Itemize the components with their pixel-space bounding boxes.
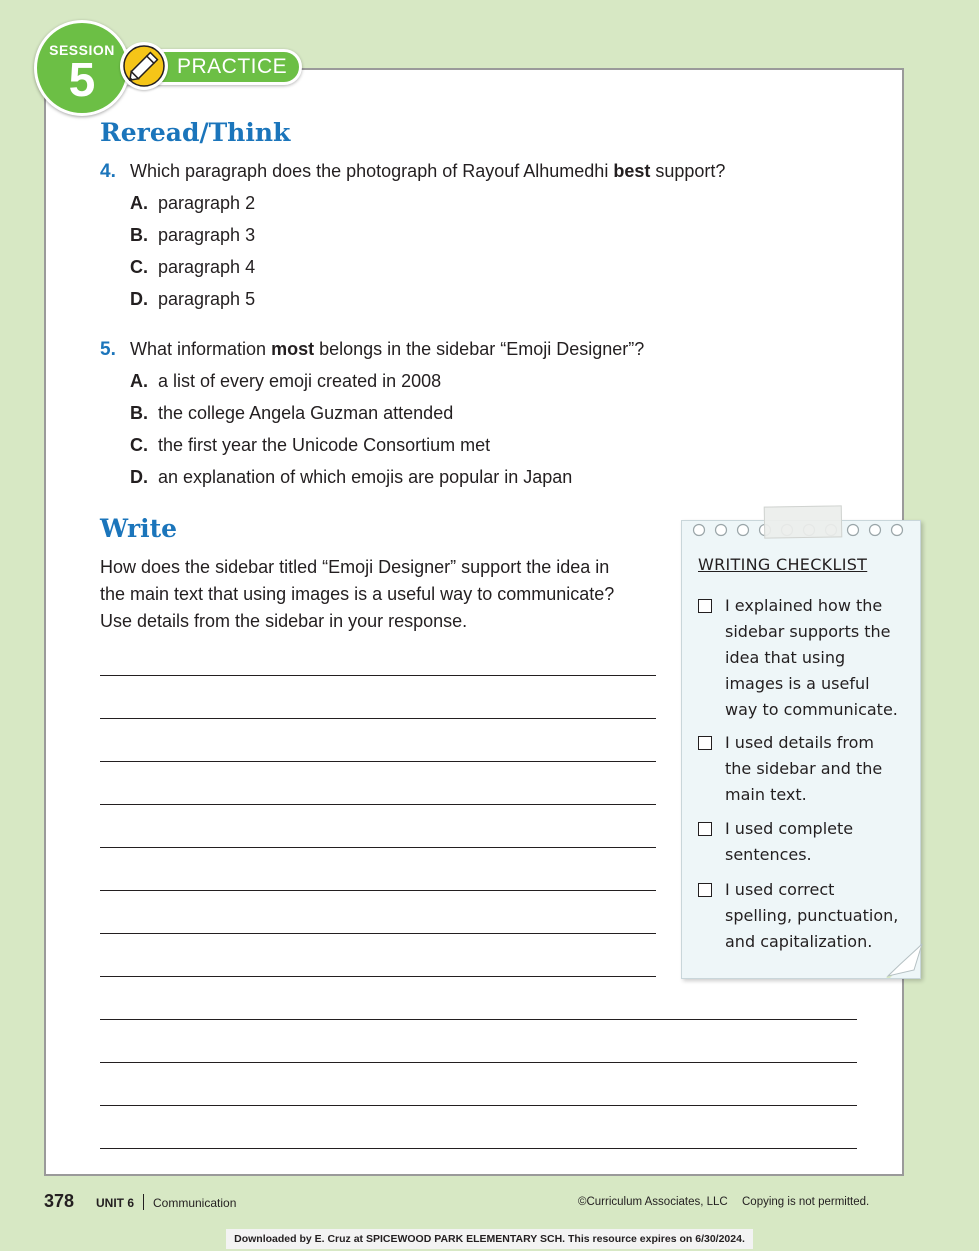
question-number: 4. (100, 161, 116, 182)
answer-line[interactable] (100, 1105, 857, 1106)
question-4-stem: 4. Which paragraph does the photograph of Rayouf Alhumedhi best support? (100, 161, 726, 182)
copy-notice: Copying is not permitted. (742, 1196, 870, 1208)
checklist-item[interactable]: I used details from the sidebar and the main text. (698, 730, 908, 808)
reread-heading: Reread/Think (100, 118, 291, 147)
answer-line[interactable] (100, 976, 656, 977)
session-badge (34, 20, 130, 116)
question-4-option-a[interactable]: A. paragraph 2 (130, 193, 256, 213)
answer-line[interactable] (100, 933, 656, 934)
answer-line[interactable] (100, 1019, 857, 1020)
checkbox[interactable] (698, 883, 712, 897)
tape-strip (764, 505, 843, 538)
checklist-item[interactable]: I explained how the sidebar supports the idea that using images is a useful way to communicate. (698, 593, 908, 723)
question-number: 5. (100, 339, 116, 360)
answer-line[interactable] (100, 718, 656, 719)
answer-line[interactable] (100, 804, 656, 805)
question-5-option-c[interactable]: C. the first year the Unicode Consortium met (130, 435, 491, 455)
question-4-option-c[interactable]: C. paragraph 4 (130, 257, 256, 277)
question-5-option-a[interactable]: A. a list of every emoji created in 2008 (130, 371, 442, 391)
answer-line[interactable] (100, 761, 656, 762)
answer-line[interactable] (100, 1062, 857, 1063)
write-prompt: How does the sidebar titled “Emoji Designer” support the idea in the main text that using images is a useful way to communicate? Use details from the sidebar in your response. (100, 557, 615, 631)
answer-line[interactable] (100, 847, 656, 848)
checklist-item[interactable]: I used complete sentences. (698, 816, 908, 868)
unit-topic: Communication (153, 1196, 237, 1210)
copyright-text: ©Curriculum Associates, LLC (578, 1196, 728, 1208)
write-heading: Write (100, 514, 178, 543)
checkbox[interactable] (698, 599, 712, 613)
practice-label: PRACTICE (177, 55, 288, 78)
footer-divider (143, 1194, 144, 1210)
download-notice: Downloaded by E. Cruz at SPICEWOOD PARK ELEMENTARY SCH. This resource expires on 6/30/2024. (226, 1229, 753, 1249)
checkbox[interactable] (698, 736, 712, 750)
answer-line[interactable] (100, 675, 656, 676)
question-4-option-d[interactable]: D. paragraph 5 (130, 289, 256, 309)
question-5-option-d[interactable]: D. an explanation of which emojis are popular in Japan (130, 467, 573, 487)
unit-label: UNIT 6 (96, 1196, 135, 1210)
page-curl-icon (884, 940, 924, 980)
page-number: 378 (44, 1191, 75, 1211)
writing-checklist (681, 520, 921, 979)
question-5-stem: 5. What information most belongs in the sidebar “Emoji Designer”? (100, 339, 645, 360)
answer-line[interactable] (100, 1148, 857, 1149)
checklist-title: WRITING CHECKLIST (698, 555, 868, 574)
checkbox[interactable] (698, 822, 712, 836)
question-4-option-b[interactable]: B. paragraph 3 (130, 225, 256, 245)
question-5-option-b[interactable]: B. the college Angela Guzman attended (130, 403, 454, 423)
checklist-item[interactable]: I used correct spelling, punctuation, and capitalization. (698, 877, 908, 955)
pencil-icon (120, 42, 168, 90)
session-label: SESSION (49, 42, 115, 58)
answer-line[interactable] (100, 890, 656, 891)
session-number: 5 (68, 54, 96, 107)
